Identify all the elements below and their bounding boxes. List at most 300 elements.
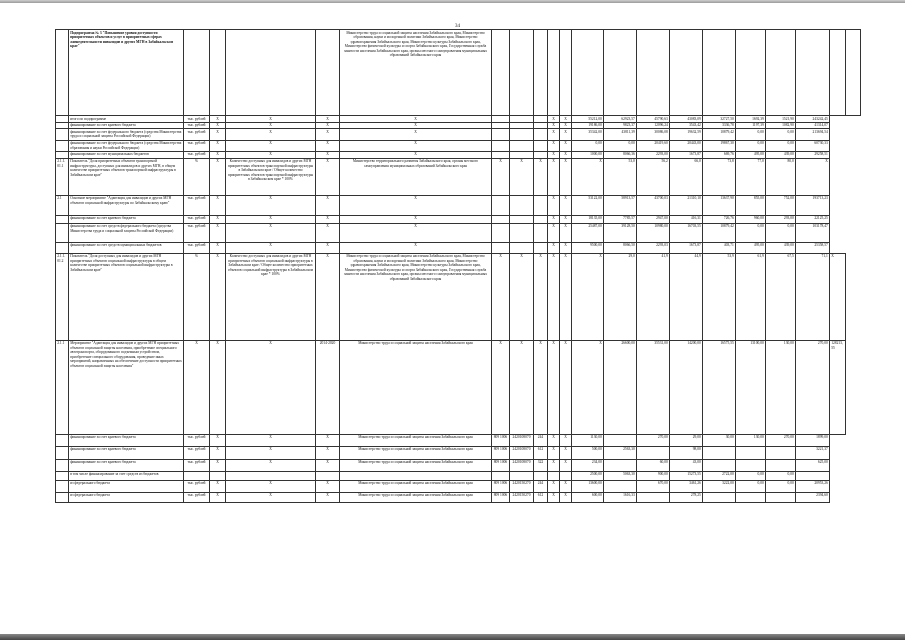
- table-cell: 244: [534, 434, 548, 446]
- table-cell: 809 1006: [492, 480, 510, 492]
- table-cell: X: [492, 253, 510, 340]
- table-cell: тыс. рублей: [184, 116, 210, 123]
- table-cell: X: [534, 158, 548, 195]
- table-cell: 20443,00: [670, 140, 703, 151]
- table-cell: X: [560, 215, 572, 223]
- table-cell: [510, 242, 534, 253]
- table-cell: X: [560, 140, 572, 151]
- table-row: [56, 223, 861, 242]
- table-cell: X: [548, 140, 560, 151]
- table-cell: X: [548, 242, 560, 253]
- table-cell: [492, 223, 510, 242]
- table-cell: 13100,00: [736, 340, 766, 434]
- table-cell: X: [560, 223, 572, 242]
- table-cell: 13600,00: [572, 480, 604, 492]
- table-cell: X: [492, 340, 510, 434]
- table-cell: [56, 223, 69, 242]
- table-cell: тыс. рублей: [184, 492, 210, 502]
- table-cell: X: [316, 223, 340, 242]
- table-cell: 0,00: [736, 471, 766, 480]
- table-cell: [830, 30, 846, 116]
- table-cell: 44,9: [670, 253, 703, 340]
- table-cell: 35531,00: [637, 340, 670, 434]
- table-cell: X: [210, 340, 226, 434]
- table-cell: 2420150270: [510, 492, 534, 502]
- table-cell: %: [184, 253, 210, 340]
- table-cell: X: [210, 492, 226, 502]
- table-cell: Министерство труда и социальной защиты населения Забайкальского края, Министерство образования, науки и молодежной политики Забайкальского края, Министерство здравоохранения Забайкальского края, Министерство культуры Забайкальского края, Министерство физической культуры и спорта Забайкальского края, Государственная служба занятости населения Забайкальского края, органы местного самоуправления муниципальных образований Забайкальского края: [340, 253, 492, 340]
- table-cell: 495,00: [736, 151, 766, 158]
- scan-edge-bottom: [0, 634, 905, 640]
- table-cell: из федерального бюджета: [69, 492, 184, 502]
- table-cell: [534, 129, 548, 140]
- table-cell: X: [340, 129, 492, 140]
- table-cell: X: [316, 129, 340, 140]
- table-cell: тыс. рублей: [184, 151, 210, 158]
- table-cell: [316, 471, 340, 480]
- table-cell: 500,00: [572, 446, 604, 459]
- table-cell: 612: [534, 446, 548, 459]
- table-cell: 0,00: [766, 140, 796, 151]
- table-cell: X: [560, 459, 572, 471]
- table-cell: X: [226, 340, 316, 434]
- table-cell: X: [210, 129, 226, 140]
- table-cell: X: [316, 446, 340, 459]
- table-cell: [56, 480, 69, 492]
- table-cell: 495,00: [736, 242, 766, 253]
- table-cell: [736, 459, 766, 471]
- table-cell: X: [796, 158, 830, 195]
- table-cell: 0,00: [766, 471, 796, 480]
- table-cell: финансирование за счет краевого бюджета: [69, 459, 184, 471]
- table-cell: [534, 30, 548, 116]
- table-cell: 3221,37: [796, 446, 830, 459]
- table-cell: [572, 30, 604, 116]
- table-cell: [210, 471, 226, 480]
- table-cell: X: [316, 195, 340, 215]
- table-cell: 3222,00: [703, 480, 736, 492]
- table-cell: 7785,57: [604, 215, 637, 223]
- table-cell: 53,9: [703, 253, 736, 340]
- table-cell: X: [184, 340, 210, 434]
- table-cell: 25487,00: [572, 223, 604, 242]
- table-cell: 726,76: [703, 215, 736, 223]
- table-cell: [184, 471, 210, 480]
- table-cell: 1899,00: [796, 434, 830, 446]
- table-cell: 128213,55: [830, 340, 846, 434]
- table-cell: 243242,45: [796, 116, 830, 123]
- table-cell: X: [316, 242, 340, 253]
- table-cell: X: [226, 492, 316, 502]
- table-cell: X: [548, 195, 560, 215]
- table-cell: X: [226, 215, 316, 223]
- table-cell: X: [548, 340, 560, 434]
- table-cell: [766, 492, 796, 502]
- table-cell: 669,76: [703, 151, 736, 158]
- table-cell: тыс. рублей: [184, 446, 210, 459]
- table-cell: в том числе финансирование за счет средств из бюджетов: [69, 471, 184, 480]
- table-row: [56, 340, 861, 434]
- table-cell: X: [210, 223, 226, 242]
- table-cell: 244: [534, 480, 548, 492]
- table-cell: X: [226, 434, 316, 446]
- scan-edge-top: [0, 0, 905, 3]
- table-cell: 16575,55: [703, 340, 736, 434]
- table-cell: [534, 151, 548, 158]
- table-cell: 1673,87: [670, 242, 703, 253]
- table-cell: [637, 30, 670, 116]
- table-cell: [766, 446, 796, 459]
- table-cell: [510, 30, 534, 116]
- table-cell: тыс. рублей: [184, 129, 210, 140]
- table-cell: тыс. рублей: [184, 215, 210, 223]
- table-cell: Показатель "Доля приоритетных объектов транспортной инфраструктуры, доступных для инвалидов и других МГН, в общем количестве приоритетных объектов транспортной инфраструктуры в Забайкальском крае": [69, 158, 184, 195]
- table-cell: 9500,00: [572, 242, 604, 253]
- table-cell: 193713,23: [796, 195, 830, 215]
- table-cell: [736, 30, 766, 116]
- table-cell: [534, 471, 548, 480]
- table-cell: 10879,42: [703, 129, 736, 140]
- table-cell: [534, 116, 548, 123]
- table-cell: [492, 242, 510, 253]
- table-cell: 1082,90: [766, 122, 796, 129]
- table-cell: Количество доступных для инвалидов и других МГН приоритетных объектов социальной инфраструктуры в Забайкальском крае / Общее количество приоритетных объектов социальной инфраструктуры в Забайкальском крае * 100%: [226, 253, 316, 340]
- table-cell: [510, 195, 534, 215]
- table-cell: 26600,00: [604, 340, 637, 434]
- table-cell: финансирование за счет федерального бюджета (средства Министерства образования и науки Российской Федерации): [69, 140, 184, 151]
- table-cell: Министерство труда и социальной защиты населения Забайкальского края, Министерство образования, науки и молодежной политики Забайкальского края, Министерство здравоохранения Забайкальского края, Министерство культуры Забайкальского края, Министерство физической культуры и спорта Забайкальского края, Государственная служба занятости населения Забайкальского края, органы местного самоуправления муниципальных образований Забайкальского края: [340, 30, 492, 116]
- table-cell: тыс. рублей: [184, 122, 210, 129]
- table-cell: X: [560, 340, 572, 434]
- table-cell: [492, 195, 510, 215]
- table-cell: X: [572, 253, 604, 340]
- table-cell: [492, 471, 510, 480]
- table-cell: 403,71: [703, 242, 736, 253]
- table-cell: X: [510, 253, 534, 340]
- table-cell: X: [340, 215, 492, 223]
- table-cell: 809 1006: [492, 434, 510, 446]
- table-cell: 29,00: [670, 434, 703, 446]
- table-cell: [796, 30, 830, 116]
- table-cell: 900,00: [637, 471, 670, 480]
- table-cell: 43,00: [670, 459, 703, 471]
- table-cell: [56, 151, 69, 158]
- table-cell: [510, 129, 534, 140]
- table-cell: финансирование за счет муниципальных бюджетов: [69, 151, 184, 158]
- table-cell: 2.1.1.01.1: [56, 158, 69, 195]
- table-row: [56, 471, 861, 480]
- table-cell: [637, 492, 670, 502]
- table-cell: X: [534, 253, 548, 340]
- table-cell: 130,00: [766, 340, 796, 434]
- table-cell: X: [560, 122, 572, 129]
- table-cell: 29,0: [604, 253, 637, 340]
- table-cell: Министерство труда и социальной защиты населения Забайкальского края: [340, 434, 492, 446]
- table-cell: 19632,59: [670, 129, 703, 140]
- table-cell: X: [340, 151, 492, 158]
- table-cell: X: [548, 446, 560, 459]
- table-cell: 322: [534, 459, 548, 471]
- table-cell: 73,8: [703, 158, 736, 195]
- table-cell: 1130,00: [572, 434, 604, 446]
- table-cell: 3543,42: [670, 122, 703, 129]
- table-cell: X: [226, 242, 316, 253]
- table-cell: [604, 480, 637, 492]
- table-cell: [510, 215, 534, 223]
- table-cell: [56, 434, 69, 446]
- table-cell: Количество доступных для инвалидов и других МГН приоритетных объектов транспортной инфраструктуры в Забайкальском крае / Общее количество приоритетных объектов транспортной инфраструктуры в Забайкальском крае * 100%: [226, 158, 316, 195]
- table-cell: тыс. рублей: [184, 459, 210, 471]
- table-cell: [548, 471, 560, 480]
- table-cell: Министерство труда и социальной защиты населения Забайкальского края: [340, 446, 492, 459]
- table-cell: X: [210, 434, 226, 446]
- table-cell: X: [548, 215, 560, 223]
- table-cell: [534, 215, 548, 223]
- table-cell: 32727,50: [703, 116, 736, 123]
- table-row: [56, 242, 861, 253]
- table-cell: 3336,78: [703, 122, 736, 129]
- table-cell: X: [226, 223, 316, 242]
- table-cell: 2722,00: [703, 471, 736, 480]
- table-cell: X: [560, 492, 572, 502]
- table-cell: X: [316, 158, 340, 195]
- table-cell: X: [226, 129, 316, 140]
- table-cell: X: [572, 340, 604, 434]
- table-cell: [56, 446, 69, 459]
- table-cell: 0,00: [766, 223, 796, 242]
- table-row: [56, 195, 861, 215]
- table-cell: X: [548, 129, 560, 140]
- table-cell: X: [548, 158, 560, 195]
- table-cell: 2394,60: [796, 492, 830, 502]
- table-row: [56, 480, 861, 492]
- table-cell: X: [226, 122, 316, 129]
- table-cell: [492, 116, 510, 123]
- table-row: [56, 158, 861, 195]
- table-cell: [316, 30, 340, 116]
- table-cell: X: [560, 253, 572, 340]
- table-cell: 9823,37: [604, 122, 637, 129]
- table-cell: тыс. рублей: [184, 480, 210, 492]
- table-cell: 2293,00: [637, 151, 670, 158]
- table-cell: [492, 30, 510, 116]
- table-cell: 2500,00: [572, 471, 604, 480]
- table-cell: X: [340, 223, 492, 242]
- table-cell: [56, 471, 69, 480]
- table-cell: 1197,39: [736, 122, 766, 129]
- table-cell: X: [548, 480, 560, 492]
- table-cell: 439,00: [766, 151, 796, 158]
- table-cell: [510, 223, 534, 242]
- table-cell: 213694,54: [796, 129, 830, 140]
- table-cell: тыс. рублей: [184, 140, 210, 151]
- table-cell: 66,0: [670, 158, 703, 195]
- table-cell: [184, 30, 210, 116]
- table-cell: [510, 151, 534, 158]
- table-cell: Министерство труда и социальной защиты населения Забайкальского края: [340, 492, 492, 502]
- table-cell: X: [560, 242, 572, 253]
- table-cell: X: [226, 480, 316, 492]
- table-cell: 8066,36: [604, 151, 637, 158]
- table-cell: 1692,39: [736, 116, 766, 123]
- table-cell: [703, 459, 736, 471]
- table-cell: 13637,90: [703, 195, 736, 215]
- table-cell: [703, 492, 736, 502]
- table-cell: [703, 446, 736, 459]
- table-cell: 12096,24: [637, 122, 670, 129]
- budget-table: [55, 29, 861, 503]
- table-cell: [492, 122, 510, 129]
- table-cell: X: [548, 151, 560, 158]
- table-cell: X: [548, 434, 560, 446]
- table-cell: Показатель "Доля доступных для инвалидов и других МГН приоритетных объектов социальной инфраструктуры в общем количестве приоритетных объектов социальной инфраструктуры в Забайкальском крае": [69, 253, 184, 340]
- table-cell: 2.1: [56, 195, 69, 215]
- table-cell: итого по подпрограмме: [69, 116, 184, 123]
- table-cell: [56, 242, 69, 253]
- table-cell: 2420108070: [510, 446, 534, 459]
- table-row: [56, 459, 861, 471]
- table-cell: X: [560, 434, 572, 446]
- table-cell: X: [548, 122, 560, 129]
- table-cell: [637, 446, 670, 459]
- table-cell: [766, 459, 796, 471]
- table-cell: X: [210, 140, 226, 151]
- table-cell: [340, 471, 492, 480]
- table-cell: 62923,57: [604, 116, 637, 123]
- table-cell: тыс. рублей: [184, 223, 210, 242]
- table-cell: X: [226, 195, 316, 215]
- table-cell: Мероприятие "Адаптация для инвалидов и других МГН приоритетных объектов социальной защиты населения, приобретение специального автотранспорта, оборудованного подъемным устройством, приобретение специального оборудования, проведение иных мероприятий, направленных на обеспечение доступности приоритетных объектов социальной защиты населения": [69, 340, 184, 434]
- table-cell: финансирование за счет средств муниципальных бюджетов: [69, 242, 184, 253]
- table-row: [56, 446, 861, 459]
- table-cell: 45790,63: [637, 116, 670, 123]
- table-cell: 809 1006: [492, 459, 510, 471]
- table-cell: X: [210, 195, 226, 215]
- table-cell: 612: [534, 492, 548, 502]
- table-cell: [56, 215, 69, 223]
- table-cell: X: [340, 140, 492, 151]
- table-cell: 2420150270: [510, 480, 534, 492]
- table-cell: 278,25: [670, 492, 703, 502]
- table-cell: X: [548, 223, 560, 242]
- table-cell: 293,00: [766, 215, 796, 223]
- table-cell: X: [510, 340, 534, 434]
- table-cell: X: [210, 158, 226, 195]
- table-cell: [492, 215, 510, 223]
- table-cell: [604, 30, 637, 116]
- table-cell: X: [560, 151, 572, 158]
- table-cell: тыс. рублей: [184, 195, 210, 215]
- table-cell: из федерального бюджета: [69, 480, 184, 492]
- table-cell: X: [316, 116, 340, 123]
- table-cell: [534, 140, 548, 151]
- table-row: [56, 30, 861, 116]
- table-cell: 270,00: [796, 340, 830, 434]
- table-cell: [796, 471, 830, 480]
- table-cell: Министерство территориального развития Забайкальского края, органы местного самоуправления муниципальных образований Забайкальского края: [340, 158, 492, 195]
- table-cell: 14200,00: [670, 340, 703, 434]
- table-cell: 53122,00: [572, 195, 604, 215]
- table-cell: 270,00: [766, 434, 796, 446]
- table-cell: X: [316, 151, 340, 158]
- table-cell: Министерство труда и социальной защиты населения Забайкальского края: [340, 340, 492, 434]
- table-cell: 439,00: [766, 242, 796, 253]
- table-cell: X: [830, 253, 846, 340]
- page-number: 34: [455, 24, 460, 29]
- table-cell: финансирование за счет федерального бюджета (средства Министерства труда и социальной защиты Российской Федерации): [69, 129, 184, 140]
- table-row: [56, 129, 861, 140]
- table-row: [56, 253, 861, 340]
- table-cell: 3461,26: [670, 480, 703, 492]
- table-cell: 43700,03: [637, 195, 670, 215]
- table-cell: 30086,08: [637, 129, 670, 140]
- table-cell: 25358,57: [796, 242, 830, 253]
- table-cell: 30,00: [703, 434, 736, 446]
- table-cell: [210, 30, 226, 116]
- table-cell: 270,00: [637, 434, 670, 446]
- table-cell: [736, 446, 766, 459]
- table-cell: X: [316, 122, 340, 129]
- table-cell: 41,9: [637, 253, 670, 340]
- table-row: [56, 116, 861, 123]
- table-cell: 0,00: [766, 480, 796, 492]
- table-cell: [56, 116, 69, 123]
- table-cell: [766, 30, 796, 116]
- table-cell: 0,00: [736, 223, 766, 242]
- table-cell: X: [316, 492, 340, 502]
- table-cell: 0,00: [736, 129, 766, 140]
- table-row: [56, 492, 861, 502]
- table-cell: 29258,51: [796, 151, 830, 158]
- table-cell: 130,00: [736, 434, 766, 446]
- table-cell: 2014-2020: [316, 340, 340, 434]
- table-cell: 670,00: [637, 480, 670, 492]
- table-row: [56, 151, 861, 158]
- table-row: [56, 434, 861, 446]
- table-cell: 5063,30: [604, 471, 637, 480]
- table-cell: [56, 492, 69, 502]
- table-cell: 809 1006: [492, 446, 510, 459]
- table-cell: X: [316, 459, 340, 471]
- table-cell: 43083,09: [670, 116, 703, 123]
- table-cell: 234,00: [572, 459, 604, 471]
- table-cell: X: [548, 459, 560, 471]
- table-cell: [845, 30, 861, 116]
- table-cell: X: [340, 242, 492, 253]
- table-cell: X: [210, 151, 226, 158]
- table-cell: [604, 459, 637, 471]
- table-cell: [560, 471, 572, 480]
- table-cell: 43811,39: [604, 129, 637, 140]
- table-cell: [560, 30, 572, 116]
- table-cell: 67,5: [766, 253, 796, 340]
- table-cell: 2.1.1.01.2: [56, 253, 69, 340]
- table-cell: [510, 140, 534, 151]
- table-cell: X: [226, 446, 316, 459]
- table-cell: 60730,33: [796, 140, 830, 151]
- table-cell: 71,1: [796, 253, 830, 340]
- table-cell: X: [340, 116, 492, 123]
- table-cell: 55212,00: [572, 116, 604, 123]
- table-cell: [492, 140, 510, 151]
- table-cell: [534, 122, 548, 129]
- table-cell: 53,0: [604, 158, 637, 195]
- table-cell: X: [560, 195, 572, 215]
- table-cell: 22125,25: [796, 215, 830, 223]
- table-cell: 960,00: [736, 215, 766, 223]
- table-cell: 8066,50: [604, 242, 637, 253]
- table-cell: X: [210, 480, 226, 492]
